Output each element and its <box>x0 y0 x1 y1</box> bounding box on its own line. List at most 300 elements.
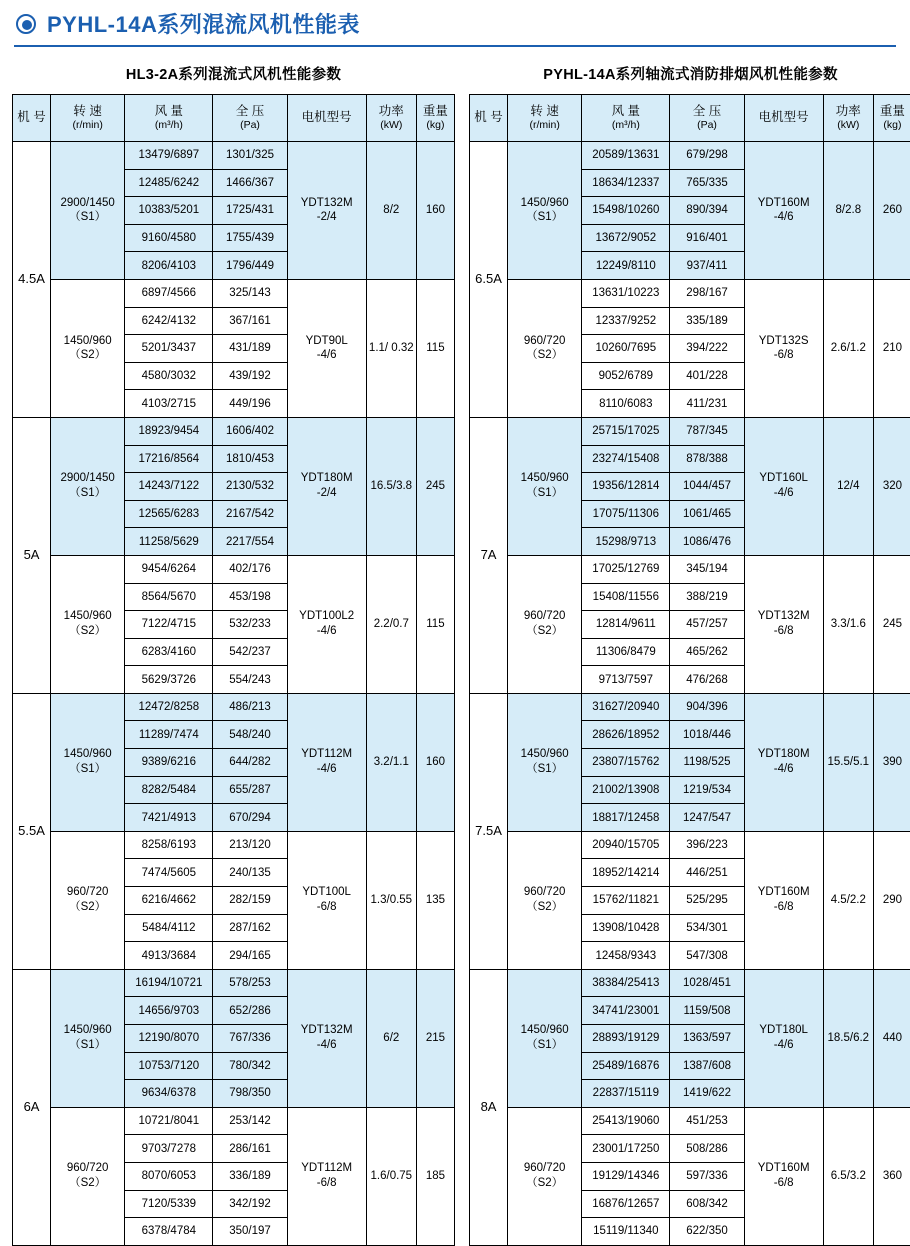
cell-air-flow: 9634/6378 <box>125 1080 213 1108</box>
cell-motor-model: YDT100L2 -4/6 <box>287 555 366 693</box>
cell-speed: 960/720 （S2） <box>508 279 582 417</box>
cell-total-pressure: 213/120 <box>213 831 287 859</box>
cell-air-flow: 15119/11340 <box>582 1218 670 1246</box>
cell-speed: 960/720 （S2） <box>51 831 125 969</box>
header-main: 功率 <box>836 104 861 118</box>
cell-total-pressure: 325/143 <box>213 279 287 307</box>
table-row <box>13 142 455 170</box>
cell-total-pressure: 1419/622 <box>670 1080 744 1108</box>
cell-total-pressure: 457/257 <box>670 611 744 639</box>
table-columns <box>12 63 898 1246</box>
cell-air-flow: 12337/9252 <box>582 307 670 335</box>
column-header <box>744 95 823 142</box>
cell-total-pressure: 486/213 <box>213 693 287 721</box>
cell-total-pressure: 1301/325 <box>213 142 287 170</box>
cell-total-pressure: 336/189 <box>213 1162 287 1190</box>
table-row <box>13 693 455 721</box>
cell-air-flow: 20589/13631 <box>582 142 670 170</box>
column-left <box>12 63 455 1246</box>
header-main: 重量 <box>880 104 905 118</box>
cell-total-pressure: 534/301 <box>670 914 744 942</box>
cell-air-flow: 12190/8070 <box>125 1025 213 1053</box>
cell-total-pressure: 597/336 <box>670 1162 744 1190</box>
cell-air-flow: 34741/23001 <box>582 997 670 1025</box>
cell-total-pressure: 780/342 <box>213 1052 287 1080</box>
cell-machine-size: 6A <box>13 969 51 1245</box>
cell-air-flow: 15498/10260 <box>582 197 670 225</box>
table-row <box>470 142 910 170</box>
cell-power: 6/2 <box>366 969 416 1107</box>
cell-air-flow: 7474/5605 <box>125 859 213 887</box>
cell-air-flow: 21002/13908 <box>582 776 670 804</box>
column-header <box>366 95 416 142</box>
cell-air-flow: 23274/15408 <box>582 445 670 473</box>
cell-total-pressure: 525/295 <box>670 887 744 915</box>
cell-total-pressure: 655/287 <box>213 776 287 804</box>
cell-motor-model: YDT160M -6/8 <box>744 1107 823 1245</box>
cell-air-flow: 25489/16876 <box>582 1052 670 1080</box>
header-sub: (Pa) <box>670 119 743 132</box>
cell-total-pressure: 547/308 <box>670 942 744 970</box>
right-table-body <box>470 142 910 1246</box>
cell-total-pressure: 286/161 <box>213 1135 287 1163</box>
cell-air-flow: 28893/19129 <box>582 1025 670 1053</box>
cell-motor-model: YDT160M -6/8 <box>744 831 823 969</box>
cell-air-flow: 16876/12657 <box>582 1190 670 1218</box>
header-main: 功率 <box>379 104 404 118</box>
cell-weight: 115 <box>416 555 454 693</box>
column-header <box>51 95 125 142</box>
cell-total-pressure: 451/253 <box>670 1107 744 1135</box>
cell-total-pressure: 937/411 <box>670 252 744 280</box>
header-main: 重量 <box>423 104 448 118</box>
column-header <box>670 95 744 142</box>
cell-air-flow: 31627/20940 <box>582 693 670 721</box>
table-row <box>13 417 455 445</box>
cell-total-pressure: 449/196 <box>213 390 287 418</box>
cell-air-flow: 14243/7122 <box>125 473 213 501</box>
cell-air-flow: 10260/7695 <box>582 335 670 363</box>
cell-air-flow: 15408/11556 <box>582 583 670 611</box>
cell-total-pressure: 350/197 <box>213 1218 287 1246</box>
cell-total-pressure: 1086/476 <box>670 528 744 556</box>
cell-motor-model: YDT180L -4/6 <box>744 969 823 1107</box>
table-row <box>470 969 910 997</box>
cell-machine-size: 5A <box>13 417 51 693</box>
cell-air-flow: 18634/12337 <box>582 169 670 197</box>
header-sub: (kW) <box>367 119 416 132</box>
cell-machine-size: 4.5A <box>13 142 51 418</box>
cell-total-pressure: 1044/457 <box>670 473 744 501</box>
cell-air-flow: 25413/19060 <box>582 1107 670 1135</box>
cell-total-pressure: 401/228 <box>670 362 744 390</box>
cell-air-flow: 12458/9343 <box>582 942 670 970</box>
header-main: 机 号 <box>17 110 45 124</box>
cell-speed: 1450/960 （S1） <box>51 693 125 831</box>
cell-total-pressure: 878/388 <box>670 445 744 473</box>
cell-weight: 245 <box>873 555 910 693</box>
cell-motor-model: YDT112M -6/8 <box>287 1107 366 1245</box>
cell-speed: 1450/960 （S1） <box>51 969 125 1107</box>
cell-total-pressure: 1061/465 <box>670 500 744 528</box>
cell-air-flow: 11306/8479 <box>582 638 670 666</box>
table-header-row <box>13 95 455 142</box>
left-table-title: HL3-2A系列混流式风机性能参数 <box>12 63 455 84</box>
header-divider <box>14 45 896 47</box>
cell-total-pressure: 367/161 <box>213 307 287 335</box>
cell-motor-model: YDT132M -2/4 <box>287 142 366 280</box>
cell-air-flow: 10753/7120 <box>125 1052 213 1080</box>
cell-air-flow: 10721/8041 <box>125 1107 213 1135</box>
header-main: 全 压 <box>693 104 721 118</box>
cell-machine-size: 7.5A <box>470 693 508 969</box>
table-row <box>13 279 455 307</box>
header-main: 风 量 <box>612 104 640 118</box>
cell-total-pressure: 396/223 <box>670 831 744 859</box>
cell-total-pressure: 282/159 <box>213 887 287 915</box>
cell-weight: 440 <box>873 969 910 1107</box>
cell-total-pressure: 532/233 <box>213 611 287 639</box>
cell-machine-size: 8A <box>470 969 508 1245</box>
cell-air-flow: 9703/7278 <box>125 1135 213 1163</box>
cell-air-flow: 16194/10721 <box>125 969 213 997</box>
table-row <box>13 831 455 859</box>
cell-power: 15.5/5.1 <box>823 693 873 831</box>
cell-air-flow: 19356/12814 <box>582 473 670 501</box>
cell-total-pressure: 1810/453 <box>213 445 287 473</box>
cell-air-flow: 18817/12458 <box>582 804 670 832</box>
cell-power: 1.1/ 0.32 <box>366 279 416 417</box>
cell-air-flow: 4913/3684 <box>125 942 213 970</box>
cell-speed: 2900/1450 （S1） <box>51 417 125 555</box>
cell-motor-model: YDT132M -6/8 <box>744 555 823 693</box>
cell-air-flow: 12485/6242 <box>125 169 213 197</box>
table-row <box>470 555 910 583</box>
cell-power: 2.6/1.2 <box>823 279 873 417</box>
cell-speed: 1450/960 （S1） <box>508 693 582 831</box>
cell-total-pressure: 411/231 <box>670 390 744 418</box>
cell-total-pressure: 767/336 <box>213 1025 287 1053</box>
cell-motor-model: YDT160M -4/6 <box>744 142 823 280</box>
cell-air-flow: 8070/6053 <box>125 1162 213 1190</box>
column-header <box>873 95 910 142</box>
table-row <box>13 969 455 997</box>
cell-total-pressure: 253/142 <box>213 1107 287 1135</box>
cell-air-flow: 15762/11821 <box>582 887 670 915</box>
cell-total-pressure: 798/350 <box>213 1080 287 1108</box>
cell-total-pressure: 431/189 <box>213 335 287 363</box>
header-main: 全 压 <box>236 104 264 118</box>
page-header <box>12 0 898 40</box>
cell-weight: 245 <box>416 417 454 555</box>
cell-motor-model: YDT90L -4/6 <box>287 279 366 417</box>
column-header <box>508 95 582 142</box>
cell-speed: 1450/960 （S1） <box>508 417 582 555</box>
header-main: 风 量 <box>155 104 183 118</box>
column-header <box>125 95 213 142</box>
cell-total-pressure: 916/401 <box>670 224 744 252</box>
cell-air-flow: 5201/3437 <box>125 335 213 363</box>
cell-total-pressure: 890/394 <box>670 197 744 225</box>
cell-air-flow: 10383/5201 <box>125 197 213 225</box>
cell-air-flow: 25715/17025 <box>582 417 670 445</box>
cell-total-pressure: 508/286 <box>670 1135 744 1163</box>
cell-air-flow: 9454/6264 <box>125 555 213 583</box>
cell-power: 1.3/0.55 <box>366 831 416 969</box>
column-header <box>416 95 454 142</box>
cell-total-pressure: 578/253 <box>213 969 287 997</box>
cell-total-pressure: 240/135 <box>213 859 287 887</box>
cell-total-pressure: 554/243 <box>213 666 287 694</box>
cell-total-pressure: 542/237 <box>213 638 287 666</box>
cell-motor-model: YDT112M -4/6 <box>287 693 366 831</box>
right-table-head <box>470 95 910 142</box>
cell-air-flow: 4580/3032 <box>125 362 213 390</box>
cell-air-flow: 9713/7597 <box>582 666 670 694</box>
cell-air-flow: 9389/6216 <box>125 749 213 777</box>
cell-total-pressure: 394/222 <box>670 335 744 363</box>
cell-speed: 960/720 （S2） <box>508 555 582 693</box>
cell-speed: 1450/960 （S1） <box>508 969 582 1107</box>
cell-air-flow: 12814/9611 <box>582 611 670 639</box>
cell-weight: 260 <box>873 142 910 280</box>
cell-power: 16.5/3.8 <box>366 417 416 555</box>
column-header <box>470 95 508 142</box>
cell-air-flow: 9052/6789 <box>582 362 670 390</box>
cell-motor-model: YDT132S -6/8 <box>744 279 823 417</box>
cell-air-flow: 38384/25413 <box>582 969 670 997</box>
page-title: PYHL-14A系列混流风机性能表 <box>47 14 360 36</box>
cell-air-flow: 17216/8564 <box>125 445 213 473</box>
cell-air-flow: 28626/18952 <box>582 721 670 749</box>
cell-power: 4.5/2.2 <box>823 831 873 969</box>
cell-total-pressure: 294/165 <box>213 942 287 970</box>
cell-total-pressure: 465/262 <box>670 638 744 666</box>
header-main: 机 号 <box>474 110 502 124</box>
cell-total-pressure: 476/268 <box>670 666 744 694</box>
cell-motor-model: YDT180M -4/6 <box>744 693 823 831</box>
cell-total-pressure: 2130/532 <box>213 473 287 501</box>
cell-total-pressure: 652/286 <box>213 997 287 1025</box>
cell-total-pressure: 439/192 <box>213 362 287 390</box>
table-row <box>470 831 910 859</box>
cell-total-pressure: 787/345 <box>670 417 744 445</box>
cell-total-pressure: 2217/554 <box>213 528 287 556</box>
header-main: 转 速 <box>530 104 558 118</box>
cell-power: 18.5/6.2 <box>823 969 873 1107</box>
cell-air-flow: 11289/7474 <box>125 721 213 749</box>
cell-air-flow: 8258/6193 <box>125 831 213 859</box>
header-sub: (m³/h) <box>582 119 669 132</box>
cell-speed: 960/720 （S2） <box>508 1107 582 1245</box>
right-table-title: PYHL-14A系列轴流式消防排烟风机性能参数 <box>469 63 910 84</box>
cell-air-flow: 18952/14214 <box>582 859 670 887</box>
cell-total-pressure: 670/294 <box>213 804 287 832</box>
cell-power: 6.5/3.2 <box>823 1107 873 1245</box>
header-main: 电机型号 <box>302 110 352 124</box>
cell-air-flow: 7122/4715 <box>125 611 213 639</box>
cell-air-flow: 8282/5484 <box>125 776 213 804</box>
cell-air-flow: 7120/5339 <box>125 1190 213 1218</box>
cell-total-pressure: 335/189 <box>670 307 744 335</box>
cell-total-pressure: 904/396 <box>670 693 744 721</box>
cell-air-flow: 6897/4566 <box>125 279 213 307</box>
cell-total-pressure: 1247/547 <box>670 804 744 832</box>
left-performance-table <box>12 94 455 1246</box>
cell-weight: 160 <box>416 142 454 280</box>
column-header <box>823 95 873 142</box>
header-sub: (r/min) <box>51 119 124 132</box>
header-main: 转 速 <box>73 104 101 118</box>
cell-power: 12/4 <box>823 417 873 555</box>
cell-total-pressure: 1796/449 <box>213 252 287 280</box>
cell-air-flow: 13672/9052 <box>582 224 670 252</box>
cell-total-pressure: 1219/534 <box>670 776 744 804</box>
cell-power: 8/2 <box>366 142 416 280</box>
cell-air-flow: 18923/9454 <box>125 417 213 445</box>
cell-weight: 360 <box>873 1107 910 1245</box>
cell-speed: 960/720 （S2） <box>51 1107 125 1245</box>
cell-total-pressure: 342/192 <box>213 1190 287 1218</box>
header-main: 电机型号 <box>759 110 809 124</box>
cell-air-flow: 6378/4784 <box>125 1218 213 1246</box>
cell-power: 1.6/0.75 <box>366 1107 416 1245</box>
table-row <box>13 1107 455 1135</box>
cell-air-flow: 6283/4160 <box>125 638 213 666</box>
column-header <box>213 95 287 142</box>
column-header <box>582 95 670 142</box>
cell-air-flow: 19129/14346 <box>582 1162 670 1190</box>
cell-motor-model: YDT132M -4/6 <box>287 969 366 1107</box>
cell-weight: 320 <box>873 417 910 555</box>
cell-air-flow: 8206/4103 <box>125 252 213 280</box>
cell-air-flow: 15298/9713 <box>582 528 670 556</box>
cell-machine-size: 5.5A <box>13 693 51 969</box>
cell-weight: 215 <box>416 969 454 1107</box>
cell-total-pressure: 622/350 <box>670 1218 744 1246</box>
cell-weight: 160 <box>416 693 454 831</box>
cell-air-flow: 13479/6897 <box>125 142 213 170</box>
cell-weight: 290 <box>873 831 910 969</box>
table-row <box>470 1107 910 1135</box>
cell-motor-model: YDT100L -6/8 <box>287 831 366 969</box>
table-row <box>13 555 455 583</box>
header-sub: (m³/h) <box>125 119 212 132</box>
cell-air-flow: 12472/8258 <box>125 693 213 721</box>
cell-total-pressure: 1725/431 <box>213 197 287 225</box>
header-sub: (kg) <box>417 119 454 132</box>
cell-power: 8/2.8 <box>823 142 873 280</box>
table-row <box>470 693 910 721</box>
cell-total-pressure: 1363/597 <box>670 1025 744 1053</box>
header-sub: (Pa) <box>213 119 286 132</box>
cell-air-flow: 13631/10223 <box>582 279 670 307</box>
cell-total-pressure: 1606/402 <box>213 417 287 445</box>
cell-air-flow: 17025/12769 <box>582 555 670 583</box>
cell-total-pressure: 287/162 <box>213 914 287 942</box>
cell-total-pressure: 1466/367 <box>213 169 287 197</box>
cell-total-pressure: 402/176 <box>213 555 287 583</box>
table-header-row <box>470 95 910 142</box>
cell-motor-model: YDT180M -2/4 <box>287 417 366 555</box>
cell-air-flow: 12249/8110 <box>582 252 670 280</box>
cell-air-flow: 14656/9703 <box>125 997 213 1025</box>
cell-total-pressure: 2167/542 <box>213 500 287 528</box>
right-performance-table <box>469 94 910 1246</box>
cell-total-pressure: 548/240 <box>213 721 287 749</box>
table-row <box>470 417 910 445</box>
cell-air-flow: 17075/11306 <box>582 500 670 528</box>
cell-weight: 135 <box>416 831 454 969</box>
cell-machine-size: 7A <box>470 417 508 693</box>
header-sub: (r/min) <box>508 119 581 132</box>
header-sub: (kg) <box>874 119 910 132</box>
cell-air-flow: 23807/15762 <box>582 749 670 777</box>
cell-speed: 1450/960 （S2） <box>51 555 125 693</box>
cell-air-flow: 8110/6083 <box>582 390 670 418</box>
cell-weight: 185 <box>416 1107 454 1245</box>
cell-total-pressure: 453/198 <box>213 583 287 611</box>
cell-air-flow: 11258/5629 <box>125 528 213 556</box>
cell-machine-size: 6.5A <box>470 142 508 418</box>
cell-air-flow: 8564/5670 <box>125 583 213 611</box>
cell-total-pressure: 298/167 <box>670 279 744 307</box>
cell-speed: 1450/960 （S1） <box>508 142 582 280</box>
header-sub: (kW) <box>824 119 873 132</box>
cell-total-pressure: 388/219 <box>670 583 744 611</box>
cell-total-pressure: 1755/439 <box>213 224 287 252</box>
cell-air-flow: 7421/4913 <box>125 804 213 832</box>
cell-total-pressure: 1028/451 <box>670 969 744 997</box>
cell-power: 3.3/1.6 <box>823 555 873 693</box>
cell-air-flow: 9160/4580 <box>125 224 213 252</box>
cell-total-pressure: 1159/508 <box>670 997 744 1025</box>
column-header <box>287 95 366 142</box>
left-table-body <box>13 142 455 1246</box>
column-right <box>469 63 910 1246</box>
cell-total-pressure: 1198/525 <box>670 749 744 777</box>
cell-air-flow: 23001/17250 <box>582 1135 670 1163</box>
cell-power: 2.2/0.7 <box>366 555 416 693</box>
cell-total-pressure: 679/298 <box>670 142 744 170</box>
column-header <box>13 95 51 142</box>
cell-air-flow: 20940/15705 <box>582 831 670 859</box>
cell-motor-model: YDT160L -4/6 <box>744 417 823 555</box>
cell-air-flow: 6216/4662 <box>125 887 213 915</box>
cell-weight: 115 <box>416 279 454 417</box>
cell-air-flow: 12565/6283 <box>125 500 213 528</box>
cell-speed: 960/720 （S2） <box>508 831 582 969</box>
cell-total-pressure: 608/342 <box>670 1190 744 1218</box>
cell-air-flow: 6242/4132 <box>125 307 213 335</box>
cell-total-pressure: 765/335 <box>670 169 744 197</box>
cell-air-flow: 4103/2715 <box>125 390 213 418</box>
cell-total-pressure: 644/282 <box>213 749 287 777</box>
table-row <box>470 279 910 307</box>
cell-air-flow: 5484/4112 <box>125 914 213 942</box>
cell-power: 3.2/1.1 <box>366 693 416 831</box>
cell-total-pressure: 1387/608 <box>670 1052 744 1080</box>
left-table-head <box>13 95 455 142</box>
cell-total-pressure: 1018/446 <box>670 721 744 749</box>
cell-weight: 390 <box>873 693 910 831</box>
cell-speed: 1450/960 （S2） <box>51 279 125 417</box>
target-icon <box>16 14 38 36</box>
cell-weight: 210 <box>873 279 910 417</box>
cell-air-flow: 13908/10428 <box>582 914 670 942</box>
cell-air-flow: 5629/3726 <box>125 666 213 694</box>
cell-air-flow: 22837/15119 <box>582 1080 670 1108</box>
